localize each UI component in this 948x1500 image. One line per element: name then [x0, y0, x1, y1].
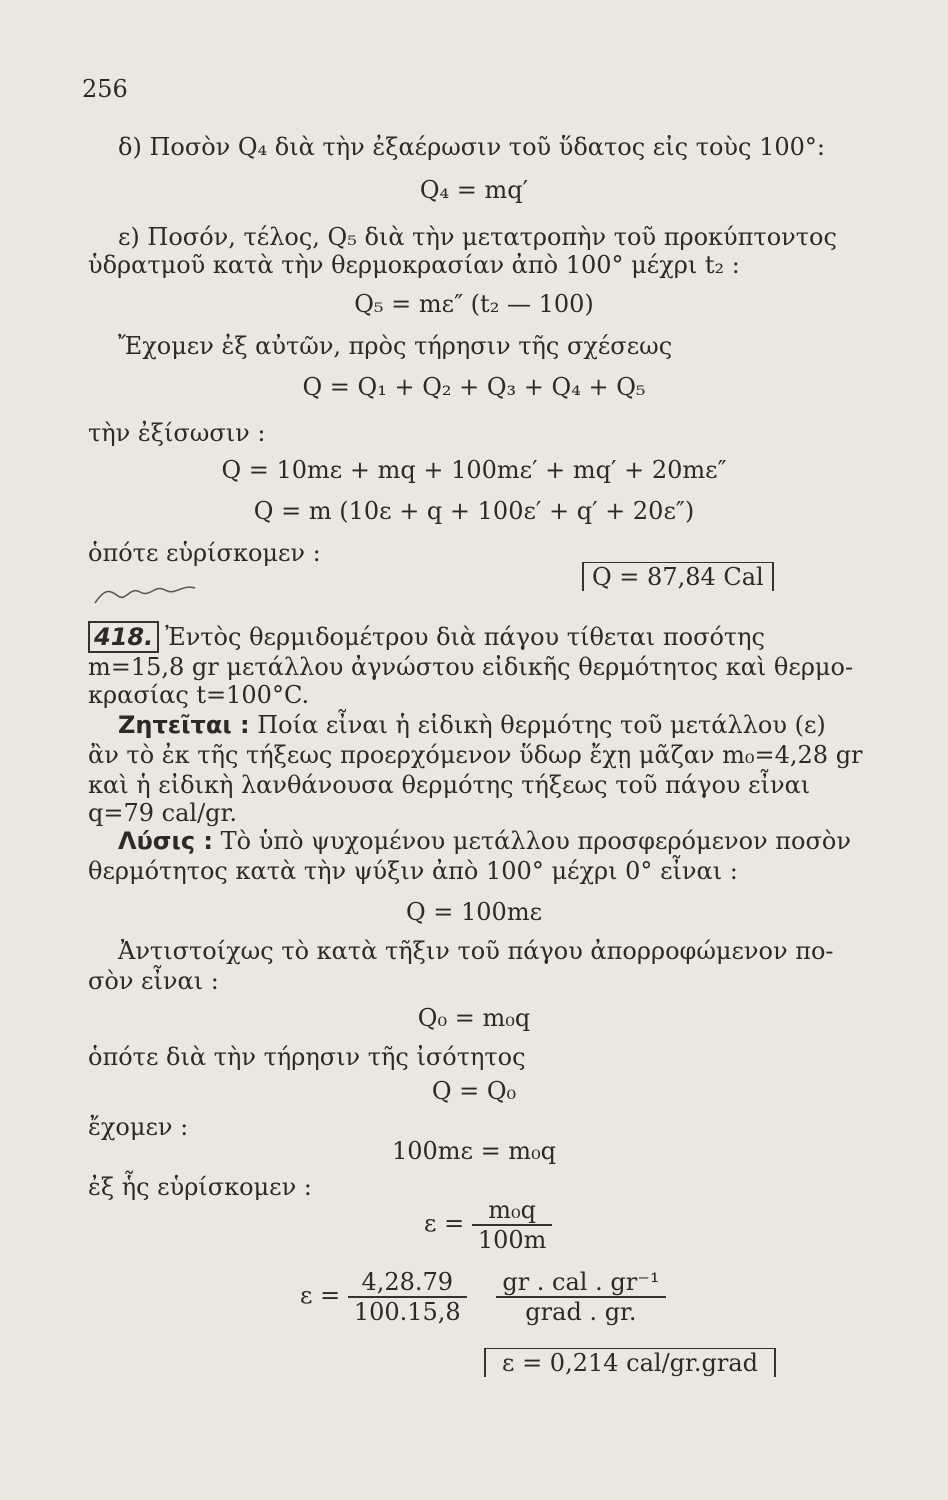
text-line: m=15,8 gr μετάλλου ἀγνώστου εἰδικῆς θερμότητος καὶ θερμο- — [88, 653, 854, 681]
equation-factored: Q = m (10ε + q + 100ε′ + q′ + 20ε″) — [253, 497, 695, 525]
equation-q0: Q₀ = m₀q — [417, 1004, 531, 1032]
equation-equality: Q = Q₀ — [431, 1077, 517, 1105]
unit-fraction: $\frac{\text{gr . cal . gr⁻¹}}{\text{grad . gr.}}$ — [496, 1268, 665, 1326]
text-line: τὴν ἐξίσωσιν : — [88, 419, 266, 447]
handwritten-squiggle — [90, 578, 200, 608]
fraction: $\frac{4,28.79}{100.15,8}$ — [348, 1268, 467, 1326]
text-line: Ἔχομεν ἐξ αὐτῶν, πρὸς τήρησιν τῆς σχέσεως — [118, 332, 673, 360]
text-line: Ἐντὸς θερμιδομέτρου διὰ πάγου τίθεται ποσότης — [165, 623, 765, 651]
page-number: 256 — [82, 75, 128, 103]
text-line: ὁπότε εὑρίσκομεν : — [88, 539, 321, 567]
text-line: ὑδρατμοῦ κατὰ τὴν θερμοκρασίαν ἀπὸ 100° μέχρι t₂ : — [88, 251, 740, 279]
text-line: θερμότητος κατὰ τὴν ψύξιν ἀπὸ 100° μέχρι 0° εἶναι : — [88, 857, 738, 885]
text-line: σὸν εἶναι : — [88, 967, 219, 995]
equation-q4: Q₄ = mq′ — [419, 176, 529, 204]
problem-intro — [88, 622, 765, 652]
equation-q: Q = 100mε — [405, 898, 543, 926]
result-box — [582, 562, 774, 592]
result-value: Q = 87,84 Cal — [582, 562, 774, 591]
equation-sum: Q = Q₁ + Q₂ + Q₃ + Q₄ + Q₅ — [302, 373, 646, 401]
text-line: καὶ ἡ εἰδικὴ λανθάνουσα θερμότης τήξεως τοῦ πάγου εἶναι — [88, 771, 811, 799]
solution-label: Λύσις : — [118, 827, 214, 855]
equation-expanded: Q = 10mε + mq + 100mε′ + mq′ + 20mε″ — [221, 456, 727, 484]
problem-number: 418. — [88, 621, 159, 653]
fraction: $\frac{\text{m₀q}}{100m}$ — [472, 1196, 553, 1254]
text-line: q=79 cal/gr. — [88, 799, 237, 827]
text-line: ἐξ ἧς εὑρίσκομεν : — [88, 1173, 312, 1201]
text-line: δ) Ποσὸν Q₄ διὰ τὴν ἐξαέρωσιν τοῦ ὕδατος εἰς τοὺς 100°: — [118, 133, 825, 161]
equation-balance: 100mε = m₀q — [391, 1137, 557, 1165]
final-result: ε = 0,214 cal/gr.grad — [484, 1348, 776, 1377]
final-result-box — [484, 1348, 776, 1378]
text-line: ε) Ποσόν, τέλος, Q₅ διὰ τὴν μετατροπὴν τοῦ προκύπτοντος — [118, 223, 837, 251]
equation-epsilon-formula: ε = $\frac{\text{m₀q}}{100m}$ — [424, 1196, 552, 1254]
text-line: ὁπότε διὰ τὴν τήρησιν τῆς ἰσότητος — [88, 1043, 526, 1071]
equation-epsilon-numeric: ε = $\frac{4,28.79}{100.15,8}$ $\frac{\text{gr . cal . gr⁻¹}}{\text{grad . gr.}}$ — [300, 1268, 666, 1326]
text-line: κρασίας t=100°C. — [88, 681, 310, 709]
equation-q5: Q₅ = mε″ (t₂ — 100) — [354, 290, 594, 318]
question-label: Ζητεῖται : — [118, 711, 250, 739]
text-line: ἔχομεν : — [88, 1113, 189, 1141]
text-line: Ἀντιστοίχως τὸ κατὰ τῆξιν τοῦ πάγου ἀπορροφώμενον πο- — [118, 937, 834, 965]
text-line: ἂν τὸ ἐκ τῆς τήξεως προερχόμενον ὕδωρ ἔχῃ μᾶζαν m₀=4,28 gr — [88, 741, 863, 769]
question-line: Ζητεῖται : Ποία εἶναι ἡ εἰδικὴ θερμότης τοῦ μετάλλου (ε) — [118, 711, 826, 739]
solution-line: Λύσις : Τὸ ὑπὸ ψυχομένου μετάλλου προσφερόμενον ποσὸν — [118, 827, 851, 855]
